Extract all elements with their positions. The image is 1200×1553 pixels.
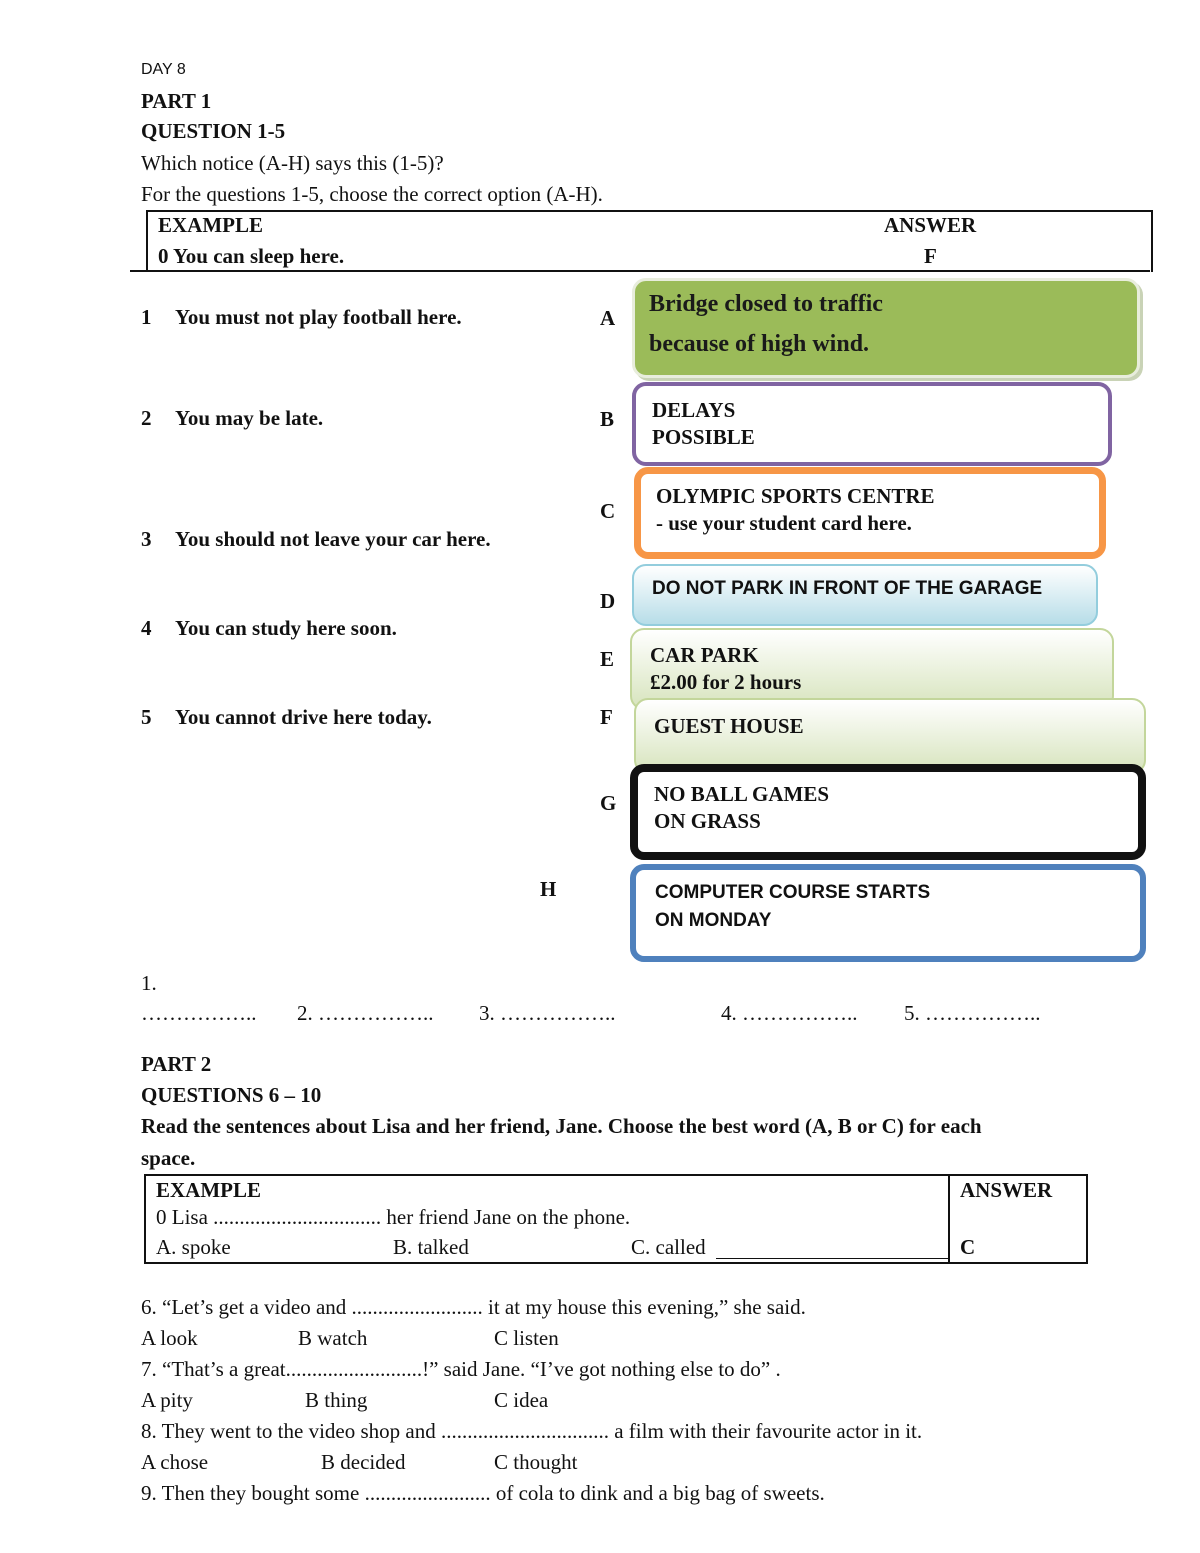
part1-instruction-1: Which notice (A-H) says this (1-5)? (141, 151, 444, 175)
example-box-bottom-rule (130, 270, 1150, 272)
notice-h-line-2: ON MONDAY (655, 910, 772, 931)
example2-answer: C (960, 1235, 976, 1259)
notice-d-line-1: DO NOT PARK IN FRONT OF THE GARAGE (652, 578, 1043, 599)
item-6-option-a[interactable]: A look (141, 1326, 198, 1350)
answer-5-blank[interactable]: 5. …………….. (904, 1001, 1041, 1025)
notice-g-line-2: ON GRASS (654, 809, 761, 833)
answer-4-blank[interactable]: 4. …………….. (721, 1001, 858, 1025)
example2-label: EXAMPLE (156, 1178, 261, 1202)
question-5-number: 5 (141, 705, 152, 729)
question-2-number: 2 (141, 406, 152, 430)
notice-c-line-2: - use your student card here. (656, 511, 912, 535)
notice-letter-a: A (600, 306, 616, 330)
item-7-option-b[interactable]: B thing (305, 1388, 368, 1412)
question-3-text: You should not leave your car here. (175, 527, 491, 551)
notice-g-line-1: NO BALL GAMES (654, 782, 830, 806)
notice-letter-b: B (600, 407, 615, 431)
part2-instruction-2: space. (141, 1146, 196, 1170)
item-8-option-b[interactable]: B decided (321, 1450, 406, 1474)
notice-c (634, 467, 1106, 559)
part1-question: QUESTION 1-5 (141, 119, 286, 143)
example-answer-label: ANSWER (884, 213, 977, 237)
question-4-number: 4 (141, 616, 152, 640)
example-sentence: 0 You can sleep here. (158, 244, 345, 268)
item-8-option-a[interactable]: A chose (141, 1450, 209, 1474)
notice-letter-e: E (600, 647, 615, 671)
notice-a-line-1: Bridge closed to traffic (649, 291, 883, 317)
notice-letter-d: D (600, 589, 616, 613)
notice-letter-h: H (540, 877, 557, 901)
question-2-text: You may be late. (175, 406, 324, 430)
notice-c-line-1: OLYMPIC SPORTS CENTRE (656, 484, 935, 508)
question-5-text: You cannot drive here today. (175, 705, 432, 729)
item-9-sentence: 9. Then they bought some ........................ of cola to dink and a big bag of sweets. (141, 1481, 825, 1505)
example-answer: F (924, 244, 937, 268)
notice-a-line-2: because of high wind. (649, 331, 870, 357)
answer-3-blank[interactable]: 3. …………….. (479, 1001, 616, 1025)
notice-d (632, 564, 1098, 626)
example-box-part2-divider (948, 1174, 950, 1262)
notice-e-line-1: CAR PARK (650, 643, 759, 667)
notice-b-line-1: DELAYS (652, 398, 736, 422)
notice-g (630, 764, 1146, 860)
item-7-option-c[interactable]: C idea (494, 1388, 549, 1412)
part2-instruction-1: Read the sentences about Lisa and her friend, Jane. Choose the best word (A, B or C) for each (141, 1114, 982, 1138)
item-6-option-b[interactable]: B watch (298, 1326, 368, 1350)
example2-answer-label: ANSWER (960, 1178, 1053, 1202)
question-1-number: 1 (141, 305, 152, 329)
notice-a (632, 278, 1140, 378)
example-box-part2-underline (716, 1258, 948, 1259)
item-6-sentence: 6. “Let’s get a video and ......................... it at my house this evening,” she said. (141, 1295, 806, 1319)
day-label: DAY 8 (141, 61, 186, 78)
notice-f (634, 698, 1146, 774)
answer-2-blank[interactable]: 2. …………….. (297, 1001, 434, 1025)
example2-option-c: C. called (631, 1235, 706, 1259)
example2-sentence: 0 Lisa ................................ her friend Jane on the phone. (156, 1205, 631, 1229)
answer-1-number: 1. (141, 971, 157, 995)
part1-instruction-2: For the questions 1-5, choose the correct option (A-H). (141, 182, 603, 206)
answer-1-blank[interactable]: …………….. (141, 1001, 257, 1025)
part2-title: PART 2 (141, 1052, 212, 1076)
notice-e-line-2: £2.00 for 2 hours (650, 670, 802, 694)
part1-title: PART 1 (141, 89, 212, 113)
question-3-number: 3 (141, 527, 152, 551)
part2-question: QUESTIONS 6 – 10 (141, 1083, 322, 1107)
notice-letter-c: C (600, 499, 616, 523)
item-7-sentence: 7. “That’s a great..........................!” said Jane. “I’ve got nothing else to do” . (141, 1357, 781, 1381)
example-label: EXAMPLE (158, 213, 263, 237)
item-6-option-c[interactable]: C listen (494, 1326, 559, 1350)
notice-f-line-1: GUEST HOUSE (654, 714, 804, 738)
notice-b (632, 382, 1112, 466)
notice-h (630, 864, 1146, 962)
example2-option-a: A. spoke (156, 1235, 231, 1259)
notice-b-line-2: POSSIBLE (652, 425, 755, 449)
notice-letter-f: F (600, 705, 613, 729)
question-1-text: You must not play football here. (175, 305, 462, 329)
example2-option-b: B. talked (393, 1235, 469, 1259)
item-8-sentence: 8. They went to the video shop and ................................ a film with their favourite actor in it. (141, 1419, 923, 1443)
notice-letter-g: G (600, 791, 617, 815)
item-8-option-c[interactable]: C thought (494, 1450, 578, 1474)
item-7-option-a[interactable]: A pity (141, 1388, 193, 1412)
notice-h-line-1: COMPUTER COURSE STARTS (655, 882, 931, 903)
question-4-text: You can study here soon. (175, 616, 397, 640)
